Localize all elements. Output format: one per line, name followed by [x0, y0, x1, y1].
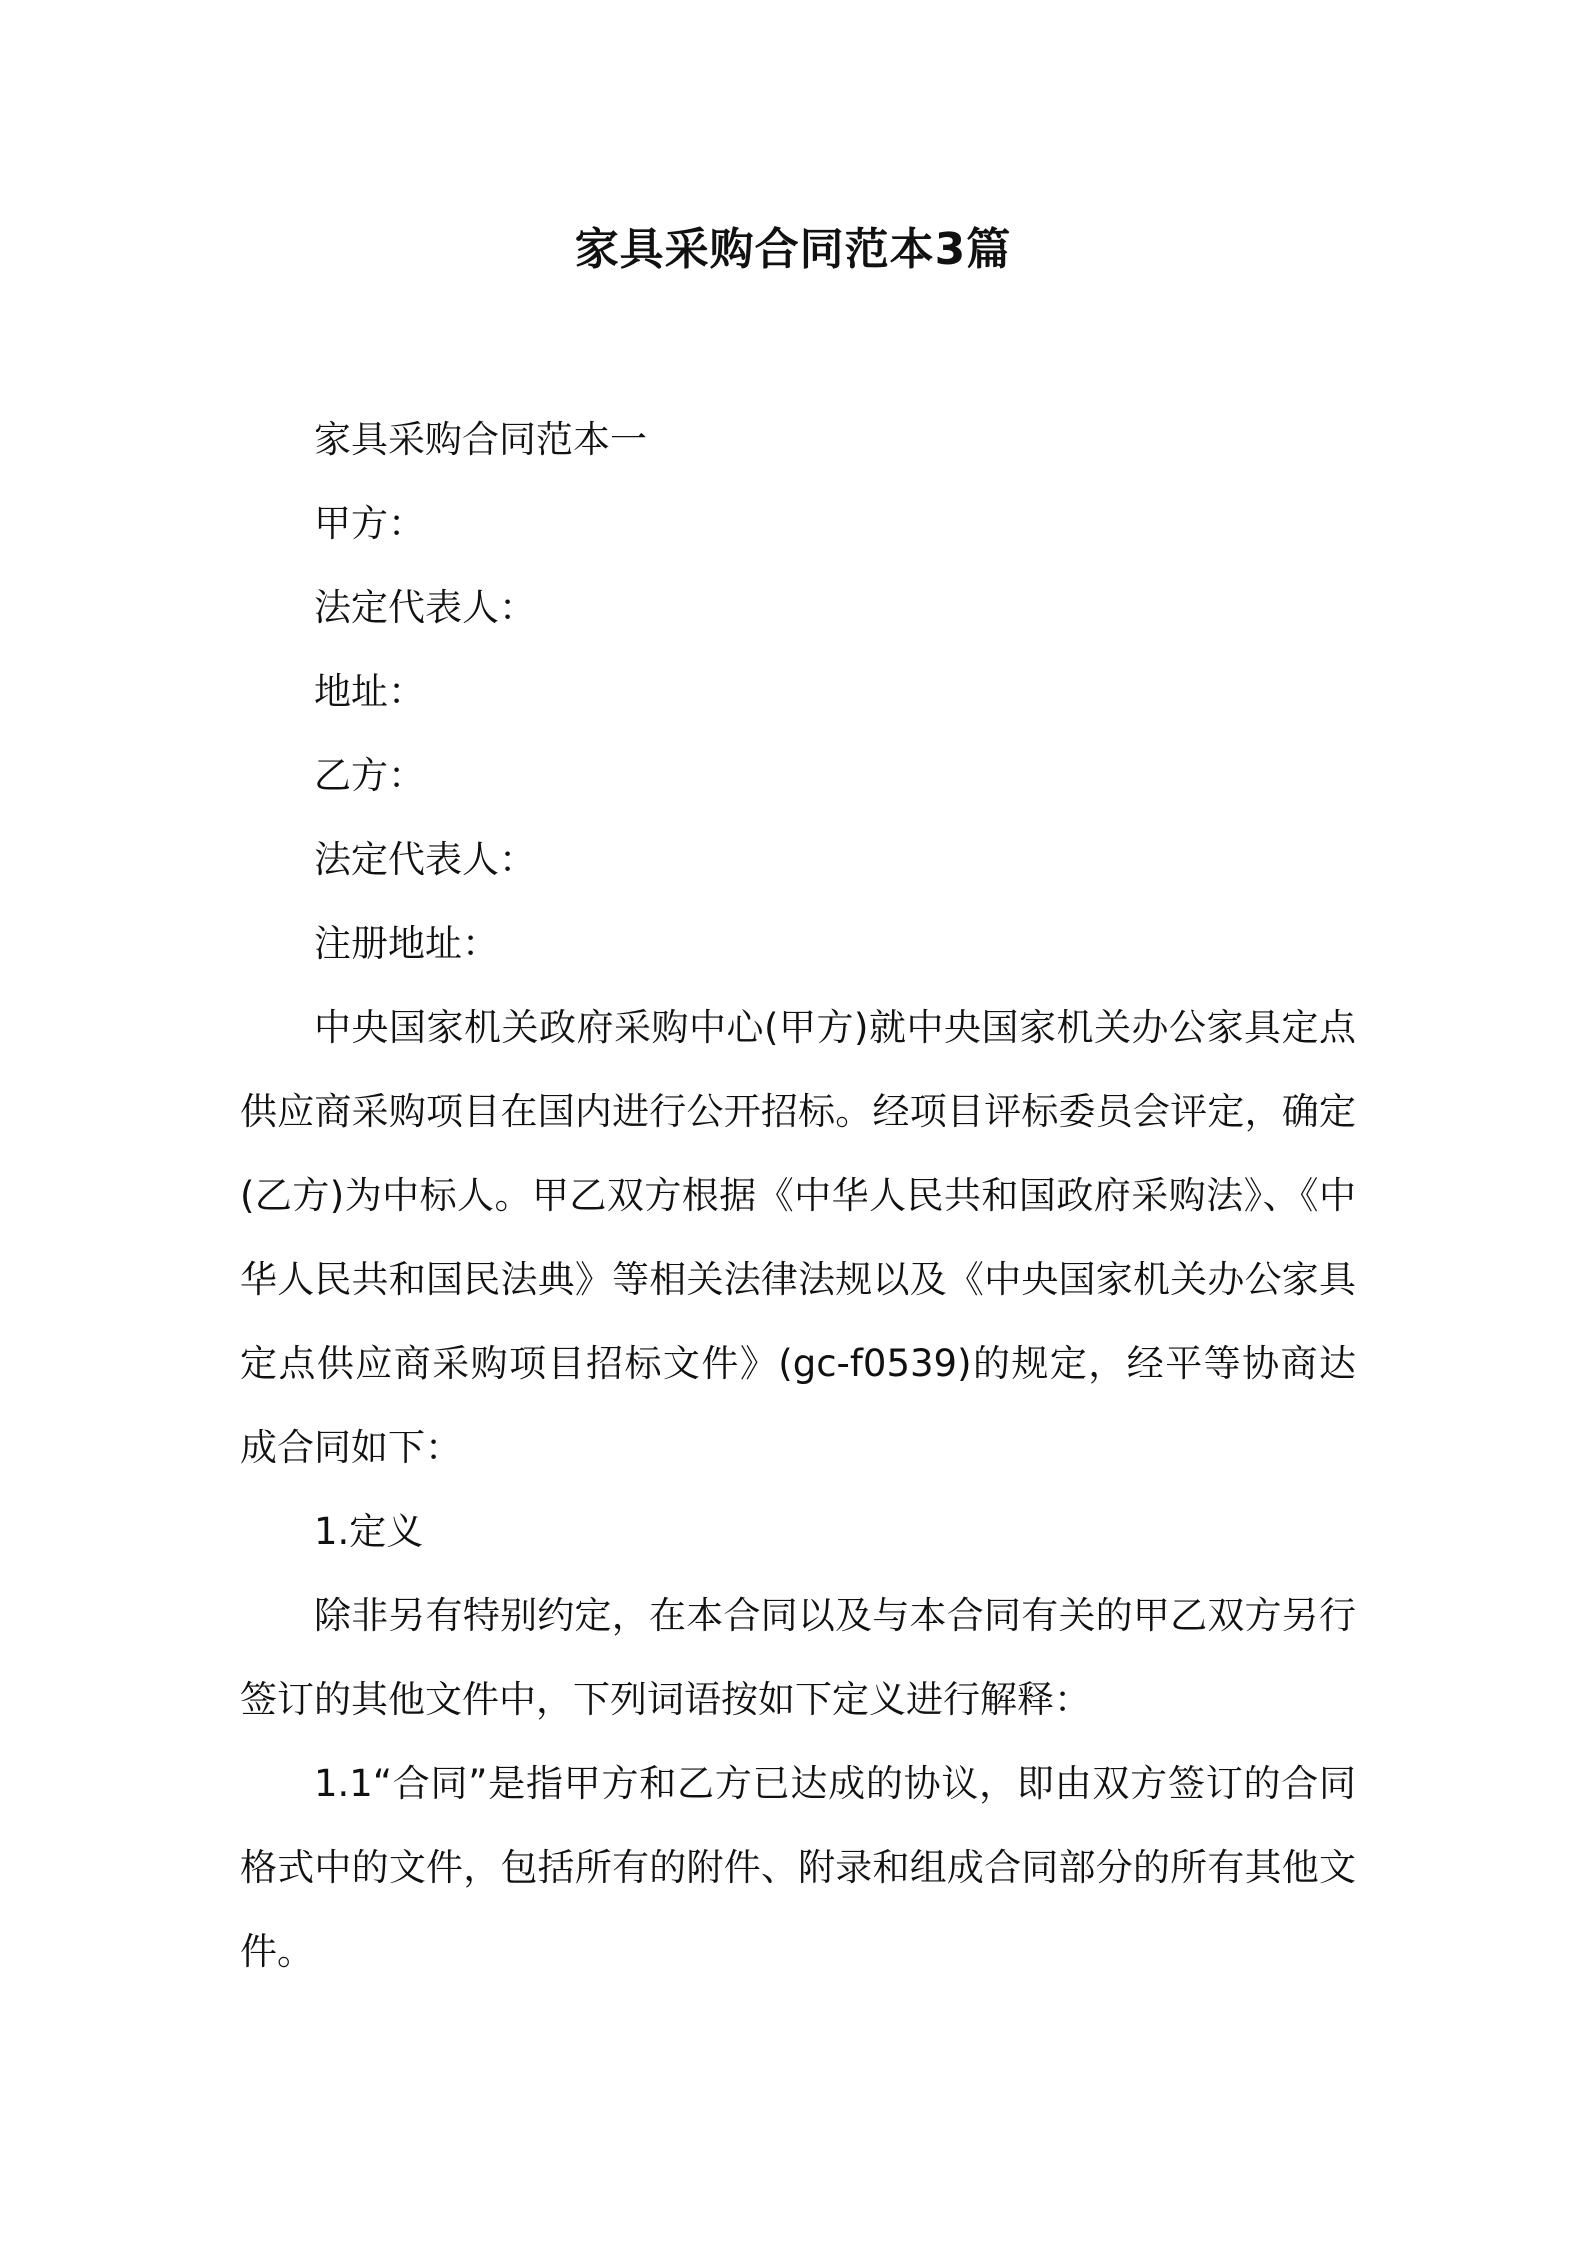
field-registered-address-b: 注册地址： [314, 922, 499, 965]
clause-1-1-paragraph: 1.1“合同”是指甲方和乙方已达成的协议，即由双方签订的合同格式中的文件，包括所有的附件、附录和组成合同部分的所有其他文件。 [240, 1762, 1356, 1973]
field-legal-rep-b: 法定代表人： [314, 838, 536, 881]
intro-paragraph: 中央国家机关政府采购中心(甲方)就中央国家机关办公家具定点供应商采购项目在国内进行公开招标。经项目评标委员会评定，确定(乙方)为中标人。甲乙双方根据《中华人民共和国政府采购法》、《中华人民共和国民法典》等相关法律法规以及《中央国家机关办公家具定点供应商采购项目招标文件》(gc-f0539)的规定，经平等协商达成合同如下： [240, 1006, 1356, 1469]
definition-paragraph: 除非另有特别约定，在本合同以及与本合同有关的甲乙双方另行签订的其他文件中，下列词语按如下定义进行解释： [240, 1594, 1356, 1721]
section-heading: 家具采购合同范本一 [314, 418, 647, 461]
field-address-a: 地址： [314, 670, 425, 713]
field-party-a: 甲方： [314, 502, 425, 545]
clause-heading: 1.定义 [314, 1510, 424, 1553]
document-title: 家具采购合同范本3篇 [574, 224, 1012, 275]
document-body [240, 398, 1356, 1994]
field-legal-rep-a: 法定代表人： [314, 586, 536, 629]
field-party-b: 乙方： [314, 754, 425, 797]
